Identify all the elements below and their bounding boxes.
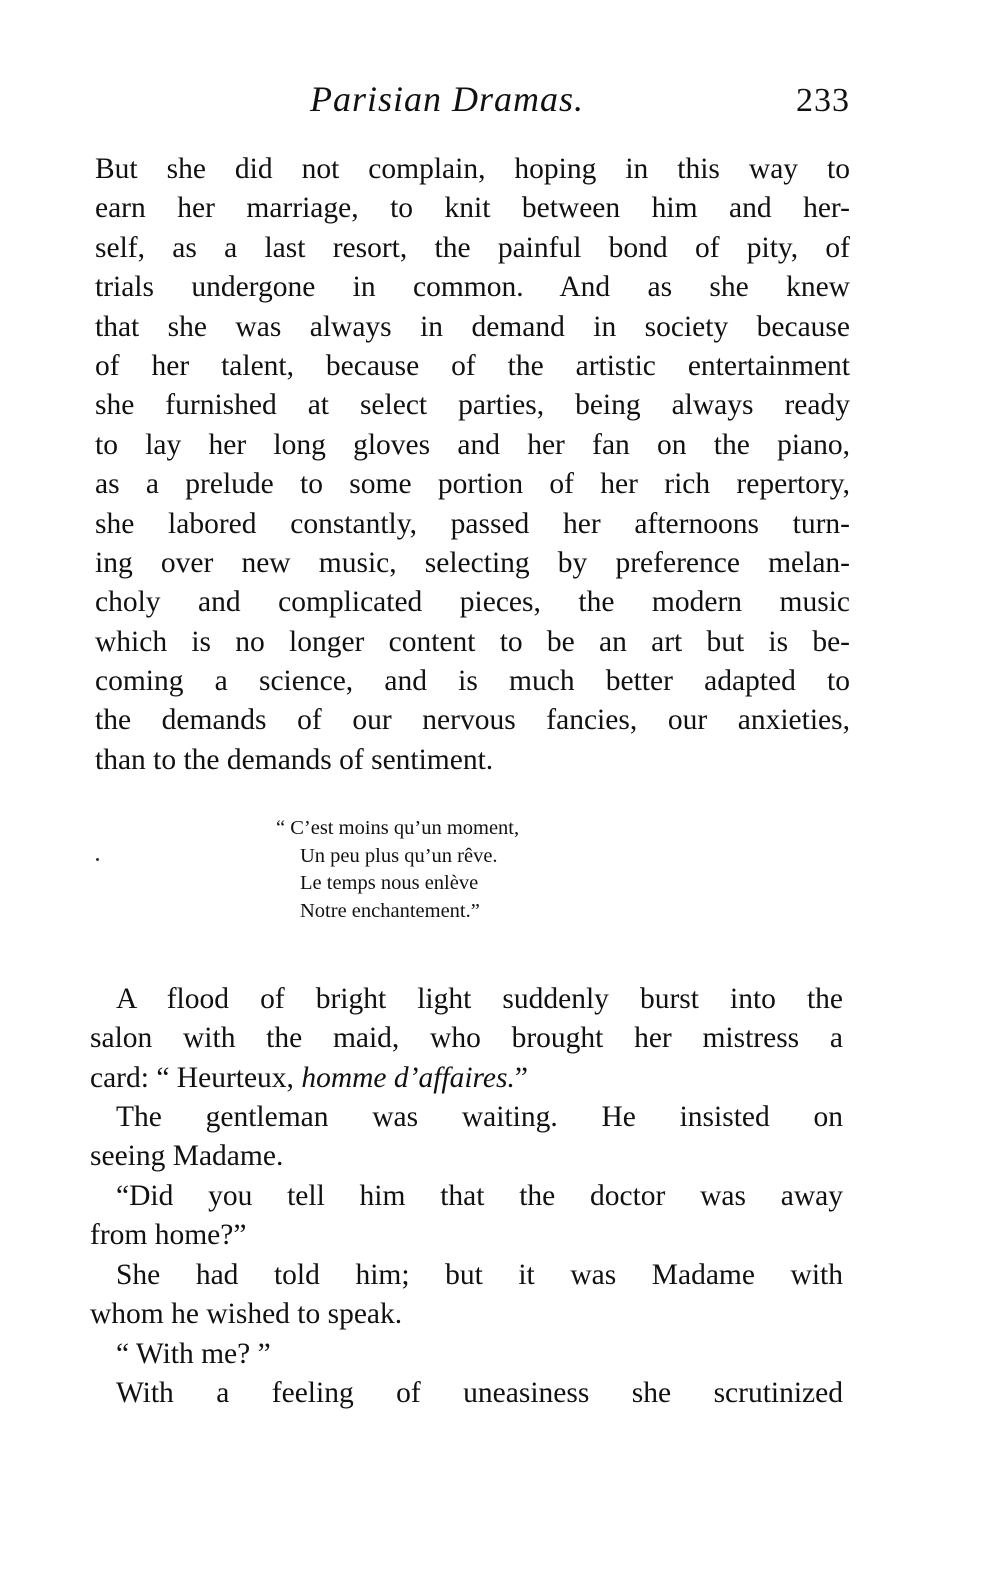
paragraph-7 <box>90 1374 843 1413</box>
text-line: the demands of our nervous fancies, our anxieties, <box>95 704 850 737</box>
paragraph-3 <box>90 1098 843 1177</box>
verse-line: Notre enchantement.” <box>300 899 480 922</box>
paragraph-2 <box>90 980 843 1098</box>
text-line: to lay her long gloves and her fan on the piano, <box>95 428 850 461</box>
text-line: A flood of bright light suddenly burst into the <box>116 983 843 1015</box>
text-line: that she was always in demand in society because <box>95 310 850 343</box>
text-line: trials undergone in common. And as she knew <box>95 271 850 304</box>
running-title: Parisian Dramas. <box>310 79 585 119</box>
verse-quotation <box>276 815 519 925</box>
text-line: which is no longer content to be an art but is be- <box>95 625 850 658</box>
text-line: than to the demands of sentiment. <box>95 743 494 776</box>
text-line: “ With me? ” <box>116 1338 271 1370</box>
text-run: ” <box>514 1061 528 1094</box>
text-line: choly and complicated pieces, the modern music <box>95 586 850 619</box>
text-line: ing over new music, selecting by preference melan- <box>95 546 850 579</box>
text-line: seeing Madame. <box>90 1140 284 1173</box>
page-header <box>310 78 850 128</box>
italic-phrase: homme d’affaires. <box>301 1061 515 1094</box>
page-number: 233 <box>796 82 850 119</box>
verse-line: Le temps nous enlève <box>300 872 479 894</box>
text-line: earn her marriage, to knit between him and her- <box>95 192 850 225</box>
text-line: she labored constantly, passed her afternoons turn- <box>95 507 850 540</box>
text-line: With a feeling of uneasiness she scrutinized <box>116 1377 843 1409</box>
text-line: The gentleman was waiting. He insisted on <box>116 1101 843 1133</box>
text-line: But she did not complain, hoping in this way to <box>95 153 850 185</box>
text-line: “Did you tell him that the doctor was away <box>116 1180 843 1212</box>
verse-line: Un peu plus qu’un rêve. <box>300 844 498 867</box>
text-line <box>90 1059 843 1098</box>
text-line: of her talent, because of the artistic entertainment <box>95 349 850 382</box>
paragraph-6 <box>90 1335 843 1374</box>
text-line: self, as a last resort, the painful bond of pity, of <box>95 231 850 264</box>
text-line: as a prelude to some portion of her rich repertory, <box>95 468 850 501</box>
print-speck <box>96 858 99 861</box>
paragraph-5 <box>90 1256 843 1335</box>
text-line: she furnished at select parties, being always ready <box>95 389 850 422</box>
text-run: card: “ Heurteux, <box>90 1061 302 1094</box>
paragraph-1 <box>95 150 850 780</box>
text-line: whom he wished to speak. <box>90 1298 403 1331</box>
text-line: from home?” <box>90 1219 247 1252</box>
text-line: She had told him; but it was Madame with <box>116 1259 843 1291</box>
text-line: salon with the maid, who brought her mistress a <box>90 1022 843 1055</box>
paragraph-4 <box>90 1177 843 1256</box>
text-line: coming a science, and is much better adapted to <box>95 665 850 698</box>
verse-line: “ C’est moins qu’un moment, <box>276 817 520 839</box>
